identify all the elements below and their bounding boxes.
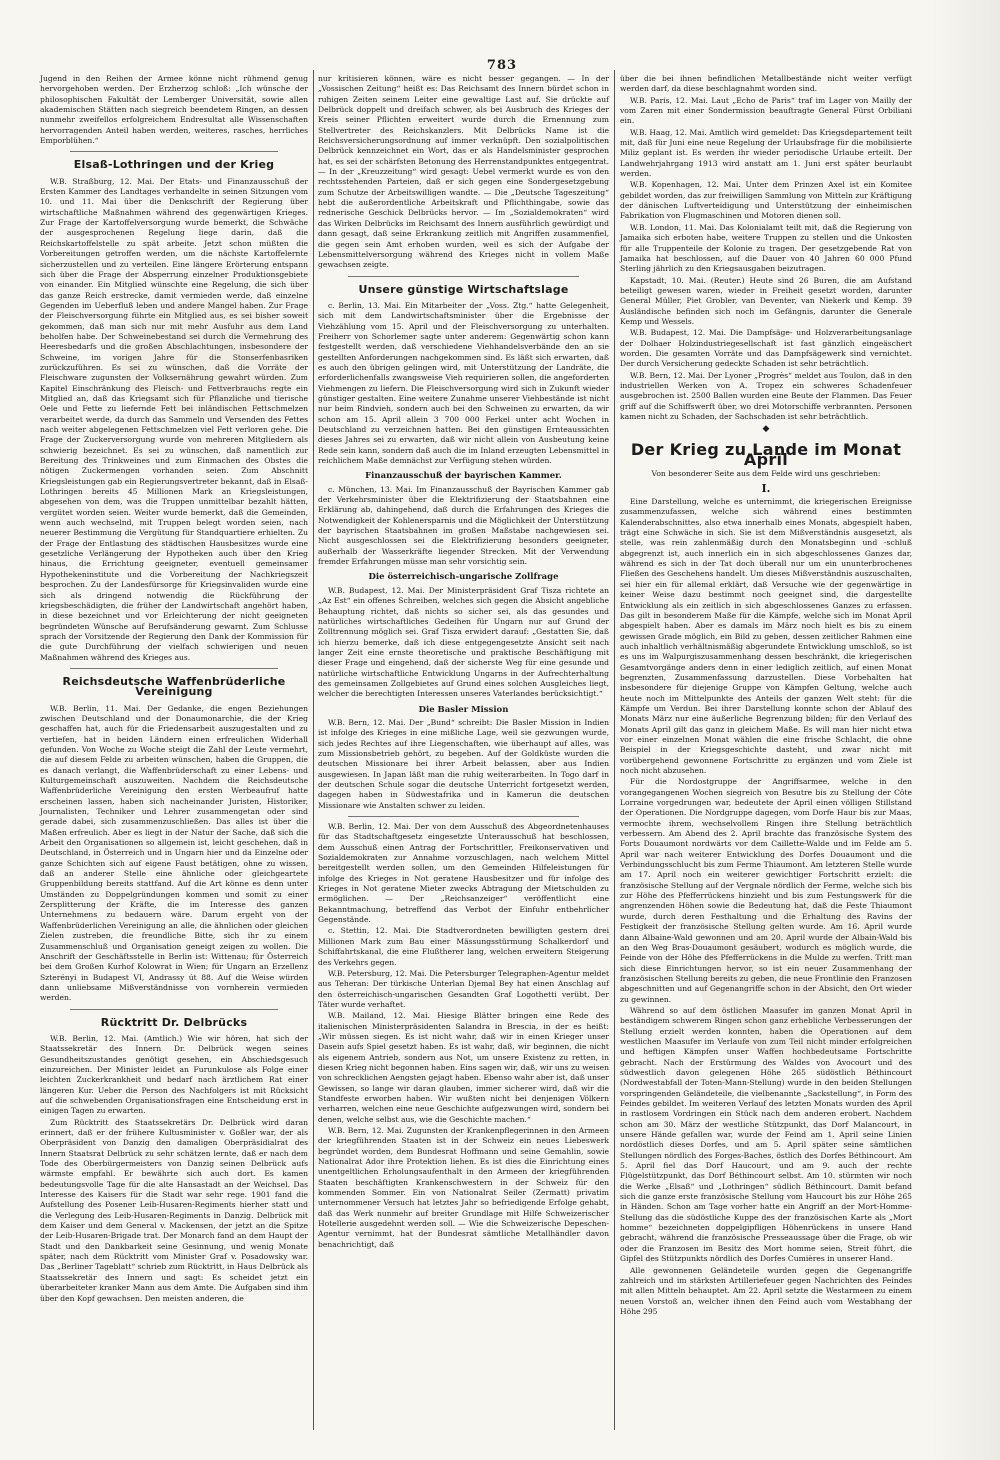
headline-krieg-april: Der Krieg zu Lande im Monat April xyxy=(630,439,902,470)
article-text: c. Berlin, 13. Mai. Ein Mitarbeiter der „Voss. Ztg.“ hatte Gelegenheit, sich mit dem Landwirtschaftsminister über die Ergebnisse der Viehzählung vom 15. April und der Fleischversorgung zu unterhalten. Freiherr von Schorlemer sagte unter anderem: Gegenwärtig schon kann festgestellt werden, daß verschiedene Viehhandelsverbände den an sie gestellten Anforderungen nachgekommen sind. Es läßt sich erwarten, daß es auch den übrigen gelingen wird, mit Unterstützung der Landräte, die erforderlichenfalls zwangsweise Vieh requirieren sollen, die angeforderten Viehmengen zu liefern. Die Fleischversorgung wird sich in Zukunft wieder günstiger gestalten. Eine weitere Zunahme unserer Viehbestände ist nicht nur beim Rindvieh, sondern auch bei den Schweinen zu erwarten, da wir schon am 15. April allein 3 700 000 Ferkel unter acht Wochen in Deutschland zu verzeichnen hatten. Bei den günstigen Ernteaussichten dieses Jahres sei zu erwarten, daß wir nicht allein von Ausbeutung keine Rede sein kann, sondern daß auch die im Inland erzeugten Lebensmittel in reichlichem Maße demnächst zur Verfügung stehen würden. xyxy=(318,300,609,466)
article-text: c. Stettin, 12. Mai. Die Stadtverordneten bewilligten gestern drei Millionen Mark zum Bau einer Mässungsstürmung Schalkerdorf und Schiffahrtskanal, die eine Flußtherer lang, welchen erweitern Steigerung des Verkehrs gegen. xyxy=(318,926,609,967)
article-text: Während so auf dem östlichen Maasufer im ganzen Monat April in beständigem schwerem Ringen schon ganz erhebliche Verbesserungen der Stellung erzielt werden konnten, haben die Operationen auf dem westlichen Maasufer im Verlaufe von zum Teil nicht minder erfolgreichen und heftigen Kämpfen unser Waffen hochbedeutsame Fortschritte gebracht. Nach der Erstürmung des Waldes von Avocourt und des südwestlich davon gelegenen Höhe 265 südöstlich Béthincourt (Nordwestabfall der Toten-Mann-Stellung) wurde in den beiden Stellungen vorspringenden Geländeteile, die vielbenannte „Sackstellung“, in Form des Feindes gebildet. Im weiteren Verlauf des letzten Monats wurden des April in rastlosem Vordringen ein Stück nach dem anderen erobert. Nachdem schon am 30. März der westliche Stützpunkt, das Dorf Malancourt, in unsere Hände gefallen war, wurde der Feind am 1. April seine Linien nordöstlich dieses Dorfes, und am 5. April später seine sämtlichen Stellungen nördlich des Forges-Baches, östlich des Dorfes Béthincourt. Am 5. April fiel das Dorf Haucourt, und am 9. auch der rechte Flügelstützpunkt, das Dorf Béthincourt selbst. Am 10. stürmten wir noch die Werke „Elsaß“ und „Lothringen“ südlich Béthincourt. Damit befand sich die ganze erste französische Stellung vom Haucourt bis zur Höhe 265 in Händen. Schon am Tage vorher hatte ein Angriff an der Mort-Homme-Stellung das die südöstliche Kuppe des der französischen Karte als „Mort homme“ bezeichneten doppelgipfligen Höhenrückens in unsere Hand gebracht, während die französische Presseaussage über die Frage, ob wir oder die Franzosen im Besitz des Mort homme seien, Streit führt, die Gipfel des Stützpunkts nördlich des Dorfes Cumières in unserer Hand. xyxy=(620,1005,912,1264)
headline-delbrueck: Rücktritt Dr. Delbrücks xyxy=(100,1015,248,1029)
column-3 xyxy=(620,74,912,1318)
article-text: W.B. Petersburg, 12. Mai. Die Petersburger Telegraphen-Agentur meldet aus Teheran: Der türkische Unterlan Djemal Bey hat einen Anschlag auf den österreichisch-ungarischen Gesandten Graf Logothetti verübt. Der Täter wurde verhaftet. xyxy=(318,968,609,1009)
subheadline-finanzausschuss: Finanzausschuß der bayrischen Kammer. xyxy=(365,471,562,482)
article-text: W.B. London, 11. Mai. Das Kolonialamt teilt mit, daß die Regierung von Jamaika sich erboten habe, weitere Truppen zu stellen und die Unkosten für alle Truppenteile der Kolonie zu tragen. Der gesetzgebende Rat von Jamaika hat beschlossen, auf die Dauer von 40 Jahren 60 000 Pfund Sterling jährlich zu den Kriegsausgaben beizutragen. xyxy=(620,222,912,274)
article-text: W.B. Paris, 12. Mai. Laut „Echo de Paris“ traf im Lager von Mailly der vom Zaren mit einer Sondermission beauftragte General Fürst Orbiliani ein. xyxy=(620,95,912,126)
column-1 xyxy=(40,74,308,1305)
article-text: nur kritisieren können, wäre es nicht besser gegangen. — In der „Vossischen Zeitung“ heißt es: Das Reichsamt des Innern bürdet schon in ruhigen Zeiten seinem Leiter eine gewaltige Last auf. Sie drückte auf Delbrück doppelt und dreifach schwer, als bei Ausbruch des Krieges der Kreis seiner Pflichten erweitert wurde durch die Ernennung zum Stellvertreter des Reichskanzlers. Mit Delbrücks Name ist die Reichsversicherungsordnung auf immer verknüpft. Den sozialpolitischen Delbrück kennzeichnet ein Wort, das er als Handelsminister gesprochen hat, es sei der schärfsten Betonung des Herrenstandpunktes entgegentrat. — In der „Kreuzzeitung“ wird gesagt: Uebel vermerkt wurde es von den rechtsstehenden Parteien, daß er sich gegen eine Sondergesetzgebung zum Schutze der Arbeitswilligen wandte. — Die „Deutsche Tageszeitung“ hebt die außerordentliche Arbeitskraft und Pflichthingabe, sowie das rednerische Geschick Delbrücks hervor. — Im „Sozialdemokraten“ wird das Wirken Delbrücks im Reichsamt des Innern ausführlich gewürdigt und dann gesagt, daß seine Erkrankung zeitlich mit Angriffen zusammenfiel, die gegen sein Amt erhoben wurden, weil es sich der Aufgabe der Lebensmittelversorgung während des Krieges nicht in vollem Maße gewachsen zeigte. xyxy=(318,74,609,270)
article-text: W.B. Budapest, 12. Mai. Der Ministerpräsident Graf Tisza richtete an „Az Est“ ein offenes Schreiben, welches sich gegen die Absicht angebliche Behauptung richtet, daß nichts so sicher sei, als das gesundes und natürliches wirtschaftliches Gedeihen für Ungarn nur auf Grund der Zolltrennung möglich sei. Graf Tisza erwidert darauf: „Gestatten Sie, daß ich hierzu bemerke, daß ich diese entgegengesetzte Ansicht seit nach langer Zeit eine ernste theoretische und praktische Beschäftigung mit dieser Frage und eingehend, daß der sicherste Weg für eine gesunde und natürliche wirtschaftliche Entwicklung Ungarns in der Aufrechterhaltung des gemeinsamen Zollgebietes auf Grund eines solchen Ausgleiches liegt, welcher die berechtigten Interessen unseres Vaterlandes berücksichtigt.“ xyxy=(318,585,609,699)
article-text: c. München, 13. Mai. Im Finanzausschuß der Bayrischen Kammer gab der Verkehrsminister über die Elektrifizierung der Staatsbahnen eine Erklärung ab, dahingehend, daß durch die Erfahrungen des Krieges die Notwendigkeit der Kohlenersparnis und die Möglichkeit der Unterstützung der bayrischen Staatsbahnen im großen Maßstabe nachgewiesen sei. Nicht ausgeschlossen sei die Elektrifizierung besonders geeigneter, außerhalb der Wasserkräfte liegender Strecken. Mit der Verwendung fremder Erfahrungen müsse man sehr vorsichtig sein. xyxy=(318,484,609,567)
article-text: W.B. Berlin, 12. Mai. (Amtlich.) Wie wir hören, hat sich der Staatssekretär des Innern Dr. Delbrück wegen seines Gesundheitszustandes genötigt gesehen, ein Abschiedsgesuch einzureichen. Der Minister leidet an Furunkulose als Folge einer leichten Zuckerkrankheit und bedarf nach ärztlichem Rat einer längeren Kur. Ueber die Person des Nachfolgers ist mit Rücksicht auf die schwebenden Organisationsfragen eine Entscheidung erst in einigen Tagen zu erwarten. xyxy=(40,1033,308,1116)
article-text: W.B. Haag, 12. Mai. Amtlich wird gemeldet: Das Kriegsdepartement teilt mit, daß für Juni eine neue Regelung der Urlaubsfrage für die mobilisierte Miliz geplant ist. Es werden ihr wieder periodische Urlaube erteilt. Der Landwehrjahrgang 1913 wird anstatt am 1. Juni erst später beurlaubt werden. xyxy=(620,127,912,179)
article-text: W.B. Bern, 12. Mai. Der „Bund“ schreibt: Die Basler Mission in Indien ist infolge des Krieges in eine mißliche Lage, weil sie gezwungen wurde, sich jedes Rechtes auf ihre Liegenschaften, wie überhaupt auf alles, was zum Missionsbetrieb gehört, zu begeben. Auf der Goldküste wurden die deutschen Missionare bei ihrer Arbeit belassen, aber aus Indien ausgewiesen. In Japan läßt man die ruhig weiterarbeiten. In Togo darf in der deutschen Schule sogar die deutsche Unterricht fortgesetzt werden, dagegen haben in Südwestafrika und in Kamerun die deutschen Missionare wie Anstalten schwer zu leiden. xyxy=(318,717,609,810)
subheadline-basler-mission: Die Basler Mission xyxy=(418,704,509,715)
column-2 xyxy=(318,74,609,1251)
page-number: 783 xyxy=(486,58,518,73)
article-text: W.B. Mailand, 12. Mai. Hiesige Blätter bringen eine Rede des italienischen Ministerpräsidenten Salandra in Brescia, in der es heißt: „Wir müssen siegen. Es ist nicht wahr, daß wir in einen Krieger unser Dasein aufs Spiel gesetzt haben. Es ist wahr, daß, wir beginnen, die nicht als eigenem Antrieb, sondern aus Not, um unsere Existenz zu retten, in diesen Krieg nicht begonnen haben. Eins sagen wir, daß, wir uns zu weisen von schrecklichen Aengsten gejagt haben. Ebenso wahr aber ist, daß unser Gewissen, so lange wir daran glauben, immer sicherer wird, daß wir die Standfeste erworben haben. Wir wußten nicht bei denjenigen Völkern verharren, welchen eine neue Geschichte aufgezwungen wird, sondern bei denen, welche selbst aus, wie die Geschichte machen.“ xyxy=(318,1011,609,1124)
page-edge-shadow xyxy=(930,0,1000,1460)
article-text: W.B. Budapest, 12. Mai. Die Dampfsäge- und Holzverarbeitungsanlage der Dolhaer Holzindustriegesellschaft ist fast gänzlich eingeäschert worden. Die gesamten Vorräte und das Dampfsägewerk sind vernichtet. Der durch Versicherung gedeckte Schaden ist sehr beträchtlich. xyxy=(620,328,912,369)
headline-waffenbrueder: Reichsdeutsche Waffenbrüderliche Vereinigung xyxy=(62,674,286,699)
article-text: W.B. Berlin, 12. Mai. Der von dem Ausschuß des Abgeordnetenhauses für das Stadtschaftgesetz eingesetzte Unterausschuß hat beschlossen, dem Ausschuß einen Antrag der Fortschrittler, Freikonservativen und Sozialdemokraten zur Annahme vorzuschlagen, nach welchem Mittel bereitgestellt werden sollen, um den Gemeinden Hilfeleistungen für infolge des Krieges in Not geratene Hausbesitzer und für infolge des Krieges in Not geratene Mieter zwecks Abtragung der Mietschulden zu ermöglichen. — Der „Reichsanzeiger“ veröffentlicht eine Bekanntmachung, betreffend das Verbot der Einfuhr entbehrlicher Gegenstände. xyxy=(318,822,609,925)
headline-wirtschaftslage: Unsere günstige Wirtschaftslage xyxy=(358,282,569,296)
article-text: Kapstadt, 10. Mai. (Reuter.) Heute sind 26 Buren, die am Aufstand beteiligt gewesen waren, wieder in Freiheit gesetzt worden, darunter General Müller, Piet Grobler, van Deventer, van Niekerk und Kemp. 39 Ausländische befinden sich noch im Gefängnis, darunter die Generale Kemp und Wessels. xyxy=(620,275,912,326)
article-text: W.B. Berlin, 11. Mai. Der Gedanke, die engen Beziehungen zwischen Deutschland und der Donaumonarchie, die der Krieg geschaffen hat, auch für die Friedensarbeit auszugestalten und zu vertiefen, hat in beiden Ländern einen erfreulichen Widerhall gefunden. Von Woche zu Woche steigt die Zahl der Leute vermehrt, die auf diesem Felde zu arbeiten wünschen, haben die Gruppen, die es danach verlangt, die Waffenbrüderschaft zu einer Lebens- und Kulturgemeinschaft auszuweiten. Nachdem die Reichsdeutsche Waffenbrüderliche Vereinigung den ersten Werbeaufruf hatte erscheinen lassen, haben sich nacheinander Juristen, Historiker, Journalisten, Techniker und Lehrer zusammengetan oder sind gerade dabei, sich zusammenzuschließen. Das alles ist über die Maßen erfreulich. Aber es liegt in der Natur der Sache, daß sich die Arbeit den Organisationen so allgemein ist, leicht geschehen, daß in Deutschland, in Österreich und in Ungarn hier und da Einzelne oder ganze Schichten sich auf eigene Faust betätigen, ohne zu wissen, daß an anderer Stelle eine ähnliche oder gleichgeartete Gruppenbildung bereits stattfand. Auf die Art könne es denn unter Umständen zu Doppelgründungen kommen und somit zu einer Zersplitterung der Kräfte, die im Interesse des ganzen Unternehmens zu bedauern wäre. Darum ergeht von der Waffenbrüderlichen Vereinigung an alle, die ähnlichen oder gleichen Zielen zustreben, die freundliche Bitte, sich ihr zu einem Zusammenschluß und Organisation geneigt zeigen zu wollen. Die Anschrift der Geschäftsstelle in Berlin ist: Wittenau; für Österreich bei dem Großen Kurhof Kolowrat in Wien; für Ungarn an Erzellenz Szterényi in Budapest VI, Andrassy út 88. Auf die Weise würden dann unliebsame Mißverständnisse von vornherein vermieden werden. xyxy=(40,703,308,1003)
diamond-ornament-icon: ◆ xyxy=(762,424,770,435)
article-text: W.B. Bern, 12. Mai. Zugunsten der Krankenpflegerinnen in den Armeen der kriegführenden Staaten ist in der Schweiz ein neues Liebeswerk begründet worden, dem Bundesrat Hoffmann und seine Gemahlin, sowie Nationalrat Ador ihre Protektion liehen. Es ist dies die Einrichtung eines unentgeltlichen Erholungsaufenthalt in den Armeen der kriegführenden Staaten beschäftigten Krankenschwestern in der Schweiz für den kommenden Sommer. Ein von Nationalrat Seiler (Zermatt) privatim unternommener Versuch hat letztes Jahr so befriedigende Erfolge gehabt, daß das Werk nunmehr auf breiter Grundlage mit Hilfe Schweizerischer Hotellerie ausgedehnt werden soll. — Wie die Schweizerische Depeschen-Agentur vernimmt, hat der Bundesrat sämtliche Metallhändler davon benachrichtigt, daß xyxy=(318,1126,609,1249)
article-text: W.B. Straßburg, 12. Mai. Der Etats- und Finanzausschuß der Ersten Kammer des Landtages verhandelte in seinen Sitzungen vom 10. und 11. Mai über die Denkschrift der Regierung über wirtschaftliche Maßnahmen während des gegenwärtigen Krieges. Zur Frage der Kartoffelversorgung wurde bemerkt, die Schwäche der ausgesprochenen Regelung liege darin, daß die Reichskartoffelstelle zu spät arbeite. Jetzt schon müßten die Vorbereitungen getroffen werden, um die nächste Kartoffelernte sicherzustellen und zu verteilen. Eine längere Erörterung entspann sich über die Frage der Absperrung einzelner Produktionsgebiete von einander. Ein Mitglied wünschte eine Regelung, die sich über das ganze Reich erstrecke, damit vermieden werde, daß einzelne Gegenden im Ueberfluß leben und andere Mangel haben. Zur Frage der Fleischversorgung führte ein Mitglied aus, es sei bisher soweit gekommen, daß man sich nur mit mehr Ausfuhr aus dem Land beholfen habe. Der Schweinebestand sei durch die Vermehrung des Heeresbedarfs und die großen Abschlachtungen, insbesondere der Schweine, im vorigen Jahre für die Stonserfenbasriken zurückzuführen. Es sei zu wünschen, daß die Vorräte der Fleischware zugunsten der Volksernährung gewahrt würden. Zum Kapitel Einschränkung des Fleisch- und Fettverbrauchs regte ein Mitglied an, daß das Kriegsamt sich für Pflanzliche und tierische Oele und Fette zu liefernde Fett bei inländischen Fettschmelzen verarbeitet werde, da durch das Sammeln und Versenden des Fettes nach weiter abgelegenen Fettschmelzen viel Fett verloren gehe. Die Frage der Zuckerversorgung wurde von mehreren Mitgliedern als schwierig bezeichnet. Es sei zu wünschen, daß namentlich zur Bereitung des Trinkweines und zum Einmachen des Obstes die nötigen Zuckermengen vorhanden seien. Zum Abschnitt Kriegsleistungen gab ein Regierungsvertreter bekannt, daß in Elsaß-Lothringen bereits 45 Millionen Mark an Kriegsleistungen, abgesehen von dem, was die Truppen unmittelbar bezahlt hätten, vergütet worden seien. Weiter wurde bemerkt, daß die Gemeinden, wenn auch wechselnd, mit Truppen belegt worden seien, nach neuerer Bestimmung die Vergütung für Standquartiere erhielten. Zu der Frage der Entlastung des städtischen Hausbesitzes wurde eine gesetzliche Verlängerung der Hypotheken auch über den Krieg hinaus, die Errichtung geeigneter, eventuell gemeinsamer Hypothekeninstitute und die Vorbereitung der Nachkriegszeit besprochen. Zu der Landesfürsorge für Kriegsinvaliden wurde eine sich als dringend notwendig die Rückführung der kriegsbeschädigten, die früher der Landwirtschaft angehört haben, in diese bezeichnet und vor Erleichterung der nicht geeigneten begründeten Wünsche auf Berufsänderung gewarnt. Zum Schlusse sprach der Vorsitzende der Regierung den Dank der Kommission für die gute Durchführung der vielfach schwierigen und neuen Maßnahmen während des Krieges aus. xyxy=(40,176,308,662)
divider xyxy=(348,816,579,817)
article-text: W.B. Kopenhagen, 12. Mai. Unter dem Prinzen Axel ist ein Komitee gebildet worden, das zur freiwilligen Sammlung von Mitteln zur Kräftigung der dänischen Luftverteidigung und Unterstützung der einheimischen Fabrikation von Flugmaschinen und Motoren dienen soll. xyxy=(620,180,912,221)
divider xyxy=(348,276,579,277)
byline: Von besonderer Seite aus dem Felde wird uns geschrieben: xyxy=(651,469,881,479)
article-text: Alle gewonnenen Geländeteile wurden gegen die Gegenangriffe zahlreich und im stärksten Artilleriefeuer gegen Nachrichten des Feindes mit allen Mitteln behauptet. Am 22. April setzte die Westarmeen zu einem neuen Vorstoß an, welcher ihnen den Feind auch vom Westabhang der Höhe 295 xyxy=(620,1265,912,1316)
paper-stain xyxy=(120,300,300,420)
divider xyxy=(70,1009,278,1010)
article-text: Zum Rücktritt des Staatssekretärs Dr. Delbrück wird daran erinnert, daß er der frühere Kultusminister v. Goßler war, der als Oberpräsident von Danzig den damaligen Oberpräsidialrat des Innern Staatsrat Delbrück zu sehr schätzen lernte, daß er nach dem Tode des Oberbürgermeisters von Danzig seinen Delbrück aufs wärmste empfahl. Er bewährte sich auch dort. Es kamen bedeutungsvolle Tage für die alte Hansastadt an der Weichsel. Das Interesse des Kaisers für die Stadt war sehr rege. 1901 fand die Aufstellung des Posener Leib-Husaren-Regiments hierher statt und die Verlegung des Leib-Husaren-Regiments in Danzig. Delbrück mit dem Kaiser und dem General v. Mackensen, der jetzt an die Spitze der Leib-Husaren-Brigade trat. Der Monarch fand an dem Haupt der Stadt und den Dankbarkeit seine Gesinnung, und wenig Monate später, nach dem Rücktritt vom Minister Graf v. Posadowsky war. Das „Berliner Tageblatt“ schrieb zum Rücktritt, in Haus Delbrück als Staatssekretär des Innern und sagt: Es scheidet jetzt ein überarbeiteter kranker Mann aus dem Amte. Die Aufgaben sind ihm über den Kopf gewachsen. Den meisten anderen, die xyxy=(40,1117,308,1303)
article-text: über die bei ihnen befindlichen Metallbestände nicht weiter verfügt werden darf, da diese beschlagnahmt worden sind. xyxy=(620,74,912,94)
paper-stain xyxy=(700,900,900,1060)
article-text: Eine Darstellung, welche es unternimmt, die kriegerischen Ereignisse zusammenzufassen, welche sich während eines bestimmten Kalenderabschnittes, also etwa innerhalb eines Monats, abgespielt haben, trägt eine Schwäche in sich. Sie ist dem Mißverständnis ausgesetzt, als stelle, was rein zahlenmäßig durch den Monatsbeginn und -schluß abgegrenzt ist, auch innerlich ein in sich abgeschlossenes Ganzes dar, während es sich in der Tat doch überall nur um ein ununterbrochenes Fließen des Geschehens handelt. Um dieses Mißverständnis auszuschalten, sei hier ein für allemal erklärt, daß Versuche wie der gegenwärtige in keiner Weise dazu bestimmt noch geeignet sind, die dargestellte Entwicklung als ein zeitlich in sich abgeschlossenes Ganzes zu erfassen. Das gilt in besonderem Maße für die Kämpfe, welche sich im Monat April abgespielt haben. Aber es damals im März noch hielt es bis zu einem gewissen Grade möglich, ein Bild zu geben, dessen zeitlicher Rahmen eine auch inhaltlich verhältnismäßig abgerundete Entwicklung umschloß, so ist es uns im Walpurgiszusammenhang dessen beschränkt, die kriegerischen Gesamtvorgänge anders denn in einer lediglich zeitlich, auf einen Monat begrenzten, Zusammenfassung darzustellen. Diese Vorbehalten hat insbesondere für diejenige Gruppe von Kämpfen Geltung, welche auch heute noch im Mittelpunkte des Anteils der ganzen Welt steht: für die Kämpfe um Verdun. Bei ihrer Darstellung konnte schon der Ablauf des Monats März nur eine äußerliche Begrenzung bilden; für den Verlauf des Monats April gilt das ganz in gleichem Maße. Es will man hier nicht etwa vor einer einzelnen Monat wählen die eine frische Schlacht, die ohne Beispiel in der Kriegsgeschichte dasteht, und zwar nicht mit vorübergehend gewonnene Fortschritte zu ergänzen und vom Ziele ist noch nicht abzusehen. xyxy=(620,497,912,775)
headline-elsass: Elsaß-Lothringen und der Krieg xyxy=(73,158,275,172)
article-text: Für die Nordostgruppe der Angriffsarmee, welche in den vorangegangenen Wochen siegreich von Besutre bis zu Stellung der Côte Lorraine vorgedrungen war, bedeutete der April einen völligen Stillstand der Operationen. Die Nordgruppe dagegen, vom Dorfe Haur bis zur Maas, vermochte ihrem, wechselvollem Ringen ihre Stellung beträchtlich verbessern. Am Abend des 2. April brachte das französische System des Forts Douaumont nordwärts vor dem Caillette-Walde und im Felde am 5. April war nach weiterer Entwicklung des Dorfes Douaumont und die Verbindungsschlucht bis zum Ferme Thiaumont. Am letzteren Stelle wurde am 17. April noch ein weiterer gewichtiger Fortschritt erzielt: die französische Stellung auf der Vergnale nördlich der Ferme, welche sich bis zur Höhe des Pfefferrückens hinzieht und bis zum Festungswerk für die angrenzenden Höhen sowie die Bedeutung hat, daß die Feste Thiaumont wurde, durch deren Festhaltung und die Erhaltung des Ravins der Festigkeit der französische Stellung gelten wurde. Am 16. April wurde dann Albaine-Wald gewonnen und am 20. April wurde der Albain-Wald bis an den Weg Bras-Douaumont gesäubert, wodurch es möglich wurde, die Feinde von der Höhe des Pfefferrückens in die Mulde zu werfen. Tritt man sich diese Einrichtungen hervor, so ist ein neuer Zusammenhang der französischen Stellung bereits zu geben, die neue Frontlinie den Franzosen abgeschnitten und auf Gegenangriffe schon in der Absicht, den Ort wieder zu gewinnen. xyxy=(620,777,912,1004)
article-text: Jugend in den Reihen der Armee könne nicht rühmend genug hervorgehoben werden. Der Erzherzog schloß: „Ich wünsche der philosophischen Fakultät der Lemberger Universität, sowie allen akademischen Stätten nach siegreich beendetem Ringen, an dessen nunmehr zweifellos erfolgreichem Endresultat alle Wissenschaften hervorragenden Anteil haben werden, weiteres, rasches, herrliches Emporblühen.“ xyxy=(40,74,308,146)
divider xyxy=(70,151,278,152)
subheadline-zollfrage: Die österreichisch-ungarische Zollfrage xyxy=(368,572,559,583)
article-text: W.B. Bern, 12. Mai. Der Lyoner „Progrès“ meldet aus Toulon, daß in den industriellen Werken von A. Tropez ein schweres Schadenfeuer ausgebrochen ist. 2500 Ballen wurden eine Beute der Flammen. Das Feuer griff auf die Schiffswerft über, wo drei Motorschiffe verbrannten. Personen kamen nicht zu Schaden, der Sachschaden ist sehr beträchtlich. xyxy=(620,370,912,421)
divider xyxy=(70,668,278,669)
column-rule xyxy=(313,70,314,1430)
column-rule xyxy=(614,70,615,1430)
section-number: I. xyxy=(761,481,771,495)
